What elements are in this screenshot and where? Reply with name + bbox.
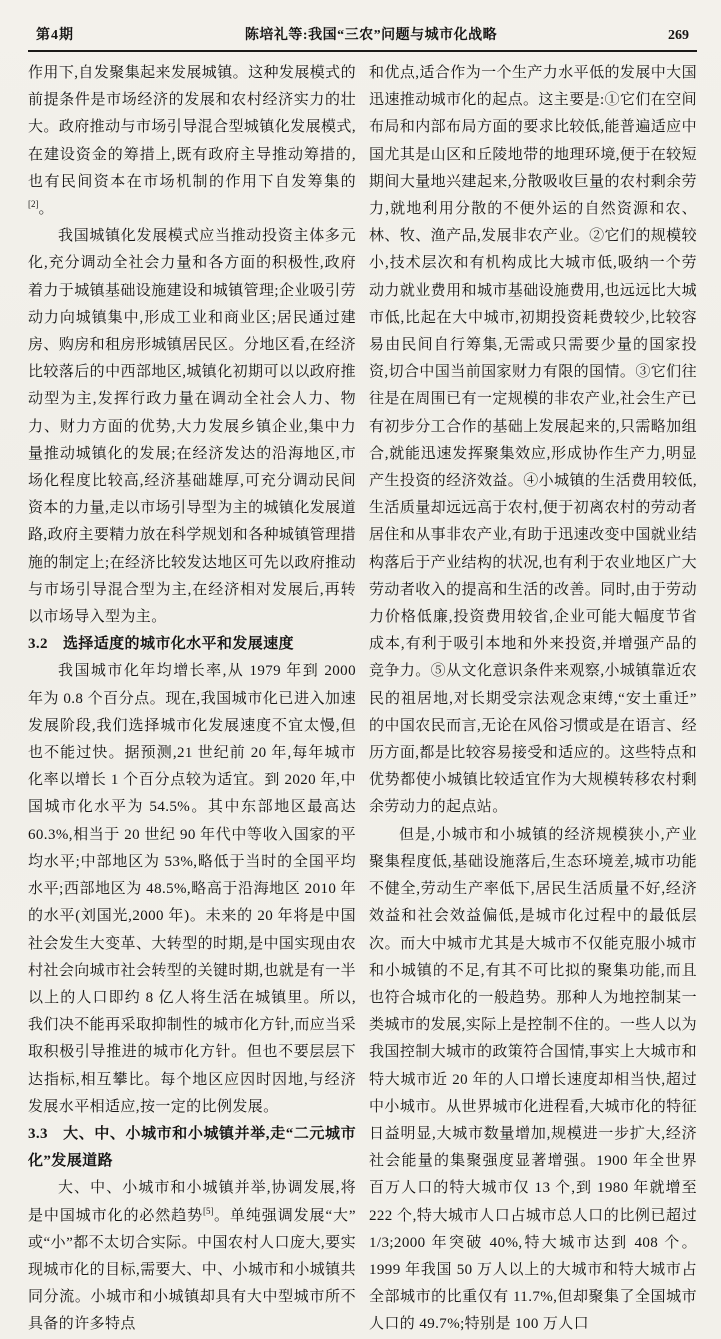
paragraph-text: 作用下,自发聚集起来发展城镇。这种发展模式的前提条件是市场经济的发展和农村经济实力的壮大。政府推动与市场引导混合型城镇化发展模式,在建设资金的筹措上,既有政府主导推动筹措的,也有民间资本在市场机制的作用下自发筹集的 bbox=[28, 65, 356, 190]
section-heading-3-2 bbox=[28, 631, 356, 658]
section-number: 3.2 bbox=[28, 636, 48, 653]
citation-ref: [5] bbox=[203, 1205, 214, 1216]
left-column bbox=[28, 60, 356, 1339]
paragraph-continuation: 和优点,适合作为一个生产力水平低的发展中大国迅速推动城市化的起点。这主要是:①它们在空间布局和内部布局方面的要求比较低,能普遍适应中国尤其是山区和丘陵地带的地理环境,便于在较短期间大量地兴建起来,分散吸收巨量的农村剩余劳力,就地利用分散的不便外运的自然资源和农、林、牧、渔产品,发展非农产业。②它们的规模较小,技术层次和有机构成比大城市低,吸纳一个劳动力就业费用和城市基础设施费用,也远远比大城市低,比起在大中城市,初期投资耗费较少,比较容易由民间自行筹集,无需或只需要少量的国家投资,切合中国当前国家财力有限的国情。③它们往往是在周围已有一定规模的非农产业,社会生产已有初步分工合作的基础上发展起来的,只需略加组合,就能迅速发挥聚集效应,形成协作生产力,明显产生投资的经济效益。④小城镇的生活费用较低,生活质量却远远高于农村,便于初离农村的劳动者居住和从事非农产业,有助于迅速改变中国就业结构落后于产业结构的状况,也有利于农业地区广大劳动者收入的提高和生活的改善。同时,由于劳动力价格低廉,投资费用较省,企业可能大幅度节省成本,有利于吸引本地和外来投资,并增强产品的竞争力。⑤从文化意识条件来观察,小城镇靠近农民的祖居地,对长期受宗法观念束缚,“安土重迁”的中国农民而言,无论在风俗习惯或是在语言、经历方面,都是比较容易接受和适应的。这些特点和优势都使小城镇比较适宜作为大规模转移农村剩余劳动力的起点站。 bbox=[369, 65, 697, 816]
two-column-body bbox=[28, 60, 697, 1339]
right-column bbox=[369, 60, 697, 1339]
page-header bbox=[28, 24, 697, 52]
paragraph: 我国城镇化发展模式应当推动投资主体多元化,充分调动全社会力量和各方面的积极性,政府着力于城镇基础设施建设和城镇管理;企业吸引劳动力向城镇集中,形成工业和商业区;居民通过建房、购房和租房形城镇居民区。分地区看,在经济比较落后的中西部地区,城镇化初期可以以政府推动型为主,发挥行政力量在调动全社会人力、物力、财力方面的优势,大力发展乡镇企业,集中力量推动城镇化的发展;在经济发达的沿海地区,市场化程度比较高,经济基础雄厚,可充分调动民间资本的力量,走以市场引导型为主的城镇化发展道路,政府主要精力放在科学规划和各种城镇管理措施的制定上;在经济比较发达地区可先以政府推动与市场引导混合型为主,在经济相对发展后,再转以市场导入型为主。 bbox=[28, 228, 356, 626]
paragraph-text: 。 bbox=[38, 201, 54, 218]
paragraph: 但是,小城市和小城镇的经济规模狭小,产业聚集程度低,基础设施落后,生态环境差,城市功能不健全,劳动生产率低下,居民生活质量不好,经济效益和社会效益偏低,是城市化过程中的最低层次。而大中城市尤其是大城市不仅能克服小城市和小城镇的不足,有其不可比拟的聚集功能,而且也符合城市化的一般趋势。那种人为地控制某一类城市的发展,实际上是控制不住的。一些人以为我国控制大城市的政策符合国情,事实上大城市和特大城市近 20 年的人口增长速度却相当快,超过中小城市。从世界城市化进程看,大城市化的特征日益明显,大城市数量增加,规模进一步扩大,经济社会能量的集聚强度显著增强。1900 年全世界百万人口的特大城市仅 13 个,到 1980 年就增至 222 个,特大城市人口占城市总人口的比例已超过 1/3;2000 年突破 40%,特大城市达到 408 个。1999 年我国 50 万人以上的大城市和特大城市占全部城市的比重仅有 11.7%,但却聚集了全国城市人口的 49.7%;特别是 100 万人口 bbox=[369, 826, 697, 1333]
running-title: 陈培礼等:我国“三农”问题与城市化战略 bbox=[244, 28, 498, 43]
paragraph-continuation bbox=[28, 60, 356, 223]
paragraph bbox=[28, 1175, 356, 1338]
citation-ref: [2] bbox=[28, 199, 39, 210]
section-heading-3-3 bbox=[28, 1121, 356, 1175]
section-title: 大、中、小城市和小城镇并举,走“二元城市化”发展道路 bbox=[28, 1125, 356, 1170]
section-number: 3.3 bbox=[28, 1125, 48, 1142]
page-number: 269 bbox=[667, 28, 689, 43]
issue-number: 第4期 bbox=[36, 28, 74, 43]
paragraph: 我国城市化年均增长率,从 1979 年到 2000 年为 0.8 个百分点。现在,我国城市化已进入加速发展阶段,我们选择城市化发展速度不宜太慢,但也不能过快。据预测,21 世纪前 20 年,每年城市化率以增长 1 个百分点较为适宜。到 2020 年,中国城市化水平为 54.5%。其中东部地区最高达 60.3%,相当于 20 世纪 90 年代中等收入国家的平均水平;中部地区为 53%,略低于当时的全国平均水平;西部地区为 48.5%,略高于沿海地区 2010 年的水平(刘国光,2000 年)。未来的 20 年将是中国社会发生大变革、大转型的时期,是中国实现由农村社会向城市社会转型的关键时期,也就是有一半以上的人口即约 8 亿人将生活在城镇里。所以,我们决不能再采取抑制性的城市化方针,而应当采取积极引导推进的城市化方针。但也不要层层下达指标,相互攀比。每个地区应因时因地,与经济发展水平相适应,按一定的比例发展。 bbox=[28, 663, 356, 1115]
section-title: 选择适度的城市化水平和发展速度 bbox=[62, 636, 294, 653]
paragraph-text: 。单纯强调发展“大”或“小”都不太切合实际。中国农村人口庞大,要实现城市化的目标,需要大、中、小城市和小城镇共同分流。小城市和小城镇却具有大中型城市所不具备的许多特点 bbox=[28, 1207, 356, 1333]
paragraph-text: 大、中、小城市和小城镇并举,协调发展,将是中国城市化的必然趋势 bbox=[28, 1180, 356, 1224]
